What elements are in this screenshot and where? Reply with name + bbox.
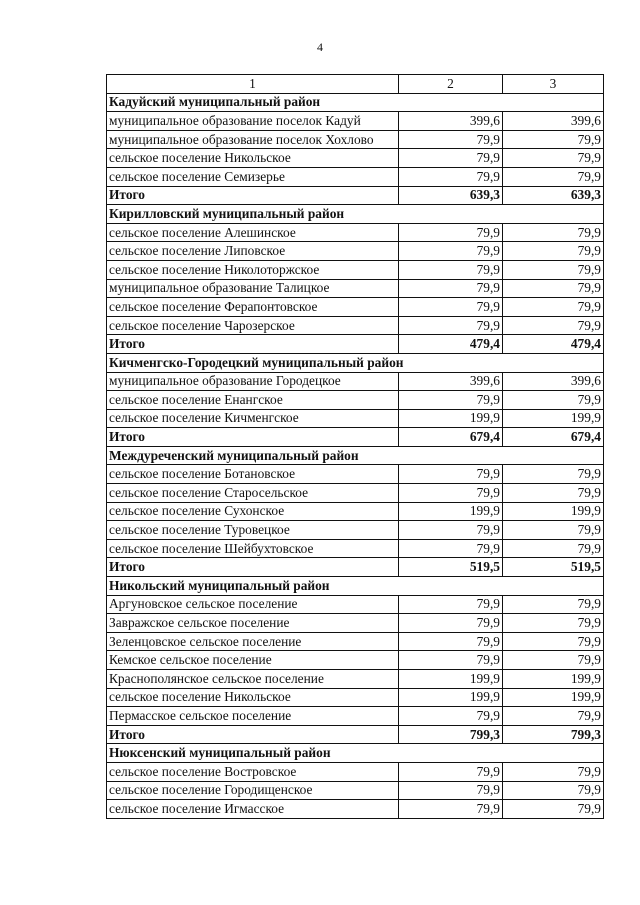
amount-col2-cell: 79,9 bbox=[399, 149, 503, 168]
amount-col3-cell: 79,9 bbox=[503, 167, 604, 186]
amount-col3-cell: 199,9 bbox=[503, 409, 604, 428]
district-name: Междуреченский муниципальный район bbox=[107, 446, 604, 465]
amount-col3-cell: 79,9 bbox=[503, 484, 604, 503]
settlement-name-cell: сельское поселение Ботановское bbox=[107, 465, 399, 484]
amount-col3-cell: 79,9 bbox=[503, 651, 604, 670]
amount-col3-cell: 199,9 bbox=[503, 502, 604, 521]
amount-col2-cell: 79,9 bbox=[399, 167, 503, 186]
settlement-name-cell: сельское поселение Востровское bbox=[107, 762, 399, 781]
district-header-row bbox=[107, 744, 604, 763]
amount-col2-cell: 79,9 bbox=[399, 651, 503, 670]
allocation-table bbox=[106, 74, 604, 819]
amount-col2-cell: 79,9 bbox=[399, 521, 503, 540]
table-row bbox=[107, 242, 604, 261]
amount-col3-cell: 79,9 bbox=[503, 279, 604, 298]
amount-col3-cell: 79,9 bbox=[503, 465, 604, 484]
amount-col2-cell: 399,6 bbox=[399, 372, 503, 391]
amount-col2-cell: 79,9 bbox=[399, 781, 503, 800]
table-row bbox=[107, 316, 604, 335]
table-row bbox=[107, 707, 604, 726]
amount-col3-cell: 79,9 bbox=[503, 762, 604, 781]
table-row bbox=[107, 372, 604, 391]
total-label-cell: Итого bbox=[107, 725, 399, 744]
amount-col3-cell: 199,9 bbox=[503, 670, 604, 689]
district-name: Кадуйский муниципальный район bbox=[107, 93, 604, 112]
settlement-name-cell: Зеленцовское сельское поселение bbox=[107, 632, 399, 651]
settlement-name-cell: муниципальное образование поселок Хохлово bbox=[107, 130, 399, 149]
settlement-name-cell: сельское поселение Никольское bbox=[107, 149, 399, 168]
total-amount-cell: 799,3 bbox=[399, 725, 503, 744]
table-row bbox=[107, 298, 604, 317]
table-body bbox=[107, 75, 604, 819]
amount-col3-cell: 79,9 bbox=[503, 391, 604, 410]
settlement-name-cell: Завражское сельское поселение bbox=[107, 614, 399, 633]
amount-col2-cell: 79,9 bbox=[399, 298, 503, 317]
settlement-name-cell: сельское поселение Ферапонтовское bbox=[107, 298, 399, 317]
amount-col3-cell: 79,9 bbox=[503, 298, 604, 317]
settlement-name-cell: сельское поселение Семизерье bbox=[107, 167, 399, 186]
amount-col2-cell: 79,9 bbox=[399, 260, 503, 279]
amount-col3-cell: 79,9 bbox=[503, 242, 604, 261]
settlement-name-cell: Кемское сельское поселение bbox=[107, 651, 399, 670]
amount-col2-cell: 79,9 bbox=[399, 279, 503, 298]
column-number-row bbox=[107, 75, 604, 94]
district-header-row bbox=[107, 446, 604, 465]
table-row bbox=[107, 223, 604, 242]
amount-col2-cell: 79,9 bbox=[399, 484, 503, 503]
amount-col2-cell: 79,9 bbox=[399, 595, 503, 614]
table-row bbox=[107, 130, 604, 149]
district-name: Никольский муниципальный район bbox=[107, 577, 604, 596]
amount-col2-cell: 79,9 bbox=[399, 242, 503, 261]
table-row bbox=[107, 465, 604, 484]
table-row bbox=[107, 260, 604, 279]
table-row bbox=[107, 279, 604, 298]
settlement-name-cell: сельское поселение Игмасское bbox=[107, 800, 399, 819]
district-header-row bbox=[107, 353, 604, 372]
total-row bbox=[107, 428, 604, 447]
table-row bbox=[107, 688, 604, 707]
amount-col3-cell: 79,9 bbox=[503, 595, 604, 614]
amount-col2-cell: 79,9 bbox=[399, 223, 503, 242]
table-row bbox=[107, 781, 604, 800]
settlement-name-cell: сельское поселение Чарозерское bbox=[107, 316, 399, 335]
settlement-name-cell: сельское поселение Городищенское bbox=[107, 781, 399, 800]
table-row bbox=[107, 595, 604, 614]
total-label-cell: Итого bbox=[107, 186, 399, 205]
amount-col2-cell: 79,9 bbox=[399, 707, 503, 726]
table-row bbox=[107, 614, 604, 633]
total-amount-cell: 479,4 bbox=[503, 335, 604, 354]
amount-col2-cell: 79,9 bbox=[399, 539, 503, 558]
amount-col3-cell: 199,9 bbox=[503, 688, 604, 707]
amount-col3-cell: 399,6 bbox=[503, 372, 604, 391]
district-header-row bbox=[107, 93, 604, 112]
amount-col2-cell: 79,9 bbox=[399, 391, 503, 410]
settlement-name-cell: сельское поселение Туровецкое bbox=[107, 521, 399, 540]
settlement-name-cell: муниципальное образование Талицкое bbox=[107, 279, 399, 298]
amount-col3-cell: 79,9 bbox=[503, 614, 604, 633]
table-row bbox=[107, 632, 604, 651]
amount-col2-cell: 199,9 bbox=[399, 409, 503, 428]
district-name: Кирилловский муниципальный район bbox=[107, 205, 604, 224]
amount-col3-cell: 79,9 bbox=[503, 707, 604, 726]
settlement-name-cell: сельское поселение Сухонское bbox=[107, 502, 399, 521]
amount-col2-cell: 79,9 bbox=[399, 762, 503, 781]
table-row bbox=[107, 762, 604, 781]
total-amount-cell: 639,3 bbox=[399, 186, 503, 205]
settlement-name-cell: сельское поселение Николоторжское bbox=[107, 260, 399, 279]
total-amount-cell: 799,3 bbox=[503, 725, 604, 744]
settlement-name-cell: Пермасское сельское поселение bbox=[107, 707, 399, 726]
district-name: Кичменгско-Городецкий муниципальный район bbox=[107, 353, 604, 372]
column-number-cell: 1 bbox=[107, 75, 399, 94]
total-row bbox=[107, 186, 604, 205]
amount-col3-cell: 79,9 bbox=[503, 539, 604, 558]
table-row bbox=[107, 167, 604, 186]
table-row bbox=[107, 391, 604, 410]
table-row bbox=[107, 409, 604, 428]
settlement-name-cell: муниципальное образование Городецкое bbox=[107, 372, 399, 391]
total-label-cell: Итого bbox=[107, 558, 399, 577]
table-row bbox=[107, 539, 604, 558]
amount-col3-cell: 399,6 bbox=[503, 112, 604, 131]
amount-col2-cell: 79,9 bbox=[399, 316, 503, 335]
settlement-name-cell: Аргуновское сельское поселение bbox=[107, 595, 399, 614]
amount-col3-cell: 79,9 bbox=[503, 316, 604, 335]
amount-col3-cell: 79,9 bbox=[503, 149, 604, 168]
amount-col2-cell: 199,9 bbox=[399, 502, 503, 521]
table-row bbox=[107, 521, 604, 540]
table-row bbox=[107, 670, 604, 689]
amount-col2-cell: 79,9 bbox=[399, 614, 503, 633]
total-row bbox=[107, 725, 604, 744]
settlement-name-cell: сельское поселение Старосельское bbox=[107, 484, 399, 503]
settlement-name-cell: сельское поселение Шейбухтовское bbox=[107, 539, 399, 558]
amount-col2-cell: 79,9 bbox=[399, 130, 503, 149]
amount-col3-cell: 79,9 bbox=[503, 632, 604, 651]
settlement-name-cell: сельское поселение Алешинское bbox=[107, 223, 399, 242]
total-amount-cell: 679,4 bbox=[503, 428, 604, 447]
total-label-cell: Итого bbox=[107, 335, 399, 354]
amount-col3-cell: 79,9 bbox=[503, 521, 604, 540]
total-amount-cell: 479,4 bbox=[399, 335, 503, 354]
page-number: 4 bbox=[317, 40, 323, 54]
district-header-row bbox=[107, 205, 604, 224]
amount-col3-cell: 79,9 bbox=[503, 130, 604, 149]
amount-col3-cell: 79,9 bbox=[503, 223, 604, 242]
table-row bbox=[107, 800, 604, 819]
total-amount-cell: 679,4 bbox=[399, 428, 503, 447]
amount-col3-cell: 79,9 bbox=[503, 800, 604, 819]
amount-col3-cell: 79,9 bbox=[503, 260, 604, 279]
district-name: Нюксенский муниципальный район bbox=[107, 744, 604, 763]
total-amount-cell: 519,5 bbox=[503, 558, 604, 577]
column-number-cell: 2 bbox=[399, 75, 503, 94]
table-row bbox=[107, 149, 604, 168]
settlement-name-cell: сельское поселение Кичменгское bbox=[107, 409, 399, 428]
settlement-name-cell: муниципальное образование поселок Кадуй bbox=[107, 112, 399, 131]
amount-col2-cell: 79,9 bbox=[399, 632, 503, 651]
settlement-name-cell: сельское поселение Липовское bbox=[107, 242, 399, 261]
amount-col2-cell: 79,9 bbox=[399, 800, 503, 819]
amount-col3-cell: 79,9 bbox=[503, 781, 604, 800]
amount-col2-cell: 79,9 bbox=[399, 465, 503, 484]
settlement-name-cell: сельское поселение Никольское bbox=[107, 688, 399, 707]
total-amount-cell: 519,5 bbox=[399, 558, 503, 577]
amount-col2-cell: 399,6 bbox=[399, 112, 503, 131]
table-row bbox=[107, 112, 604, 131]
amount-col2-cell: 199,9 bbox=[399, 688, 503, 707]
amount-col2-cell: 199,9 bbox=[399, 670, 503, 689]
table-row bbox=[107, 502, 604, 521]
total-amount-cell: 639,3 bbox=[503, 186, 604, 205]
district-header-row bbox=[107, 577, 604, 596]
total-row bbox=[107, 558, 604, 577]
table-row bbox=[107, 484, 604, 503]
column-number-cell: 3 bbox=[503, 75, 604, 94]
total-label-cell: Итого bbox=[107, 428, 399, 447]
table-row bbox=[107, 651, 604, 670]
total-row bbox=[107, 335, 604, 354]
settlement-name-cell: Краснополянское сельское поселение bbox=[107, 670, 399, 689]
settlement-name-cell: сельское поселение Енангское bbox=[107, 391, 399, 410]
